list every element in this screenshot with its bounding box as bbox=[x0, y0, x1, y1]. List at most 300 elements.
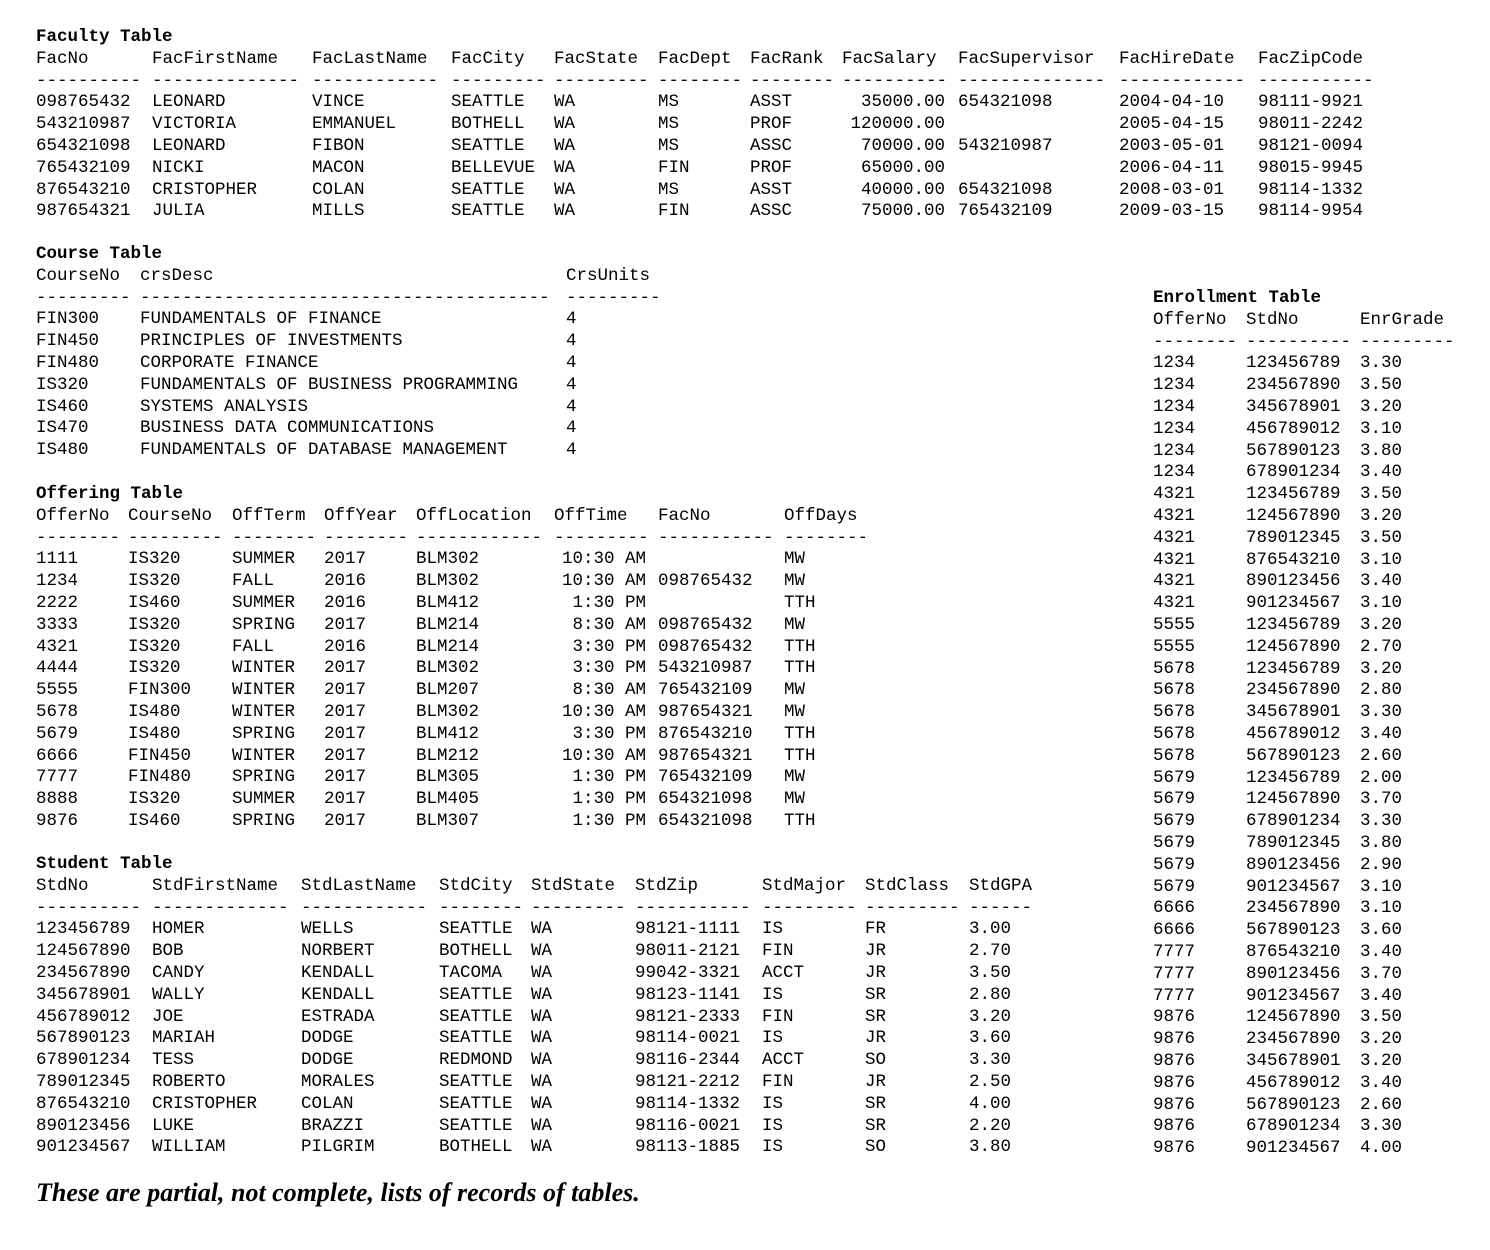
offering-cell-offtime: 3:30 PM bbox=[572, 636, 646, 657]
offering-cell-offerno: 9876 bbox=[36, 811, 79, 831]
offering-cell-offterm: SUMMER bbox=[232, 593, 296, 613]
offering-cell-offdays: MW bbox=[784, 702, 806, 722]
enrollment-header-underline: -------- bbox=[1153, 331, 1238, 352]
enrollment-cell-enrgrade: 3.10 bbox=[1360, 549, 1403, 570]
faculty-cell-facstate: WA bbox=[554, 179, 576, 200]
student-cell-stdno: 678901234 bbox=[36, 1050, 131, 1071]
course-cell-crsunits: 4 bbox=[566, 309, 577, 330]
student-cell-stdcity: SEATTLE bbox=[439, 1093, 513, 1114]
student-header-stdclass: StdClass bbox=[865, 875, 950, 896]
student-cell-stdcity: REDMOND bbox=[439, 1050, 513, 1071]
enrollment-cell-stdno: 234567890 bbox=[1246, 375, 1341, 396]
student-header-stdgpa: StdGPA bbox=[969, 875, 1033, 896]
offering-header-underline: -------- bbox=[232, 527, 317, 548]
faculty-cell-facstate: WA bbox=[554, 92, 576, 113]
offering-cell-offerno: 4444 bbox=[36, 658, 79, 679]
student-cell-stdclass: JR bbox=[865, 1028, 887, 1049]
enrollment-cell-offerno: 9876 bbox=[1153, 1051, 1196, 1071]
student-cell-stdcity: SEATTLE bbox=[439, 1028, 513, 1049]
course-cell-crsdesc: PRINCIPLES OF INVESTMENTS bbox=[140, 331, 403, 352]
offering-cell-offterm: SPRING bbox=[232, 723, 296, 744]
faculty-header-underline: ------------ bbox=[1119, 70, 1246, 91]
offering-cell-facno: 098765432 bbox=[658, 636, 753, 657]
enrollment-cell-enrgrade: 3.40 bbox=[1360, 462, 1403, 483]
enrollment-cell-stdno: 345678901 bbox=[1246, 397, 1341, 417]
enrollment-cell-offerno: 4321 bbox=[1153, 484, 1196, 505]
offering-cell-offlocation: BLM302 bbox=[416, 549, 480, 570]
offering-cell-offterm: WINTER bbox=[232, 702, 296, 722]
student-cell-stdlastname: DODGE bbox=[301, 1050, 354, 1071]
enrollment-cell-stdno: 124567890 bbox=[1246, 1007, 1341, 1028]
offering-cell-offyear: 2017 bbox=[324, 702, 367, 722]
enrollment-cell-offerno: 4321 bbox=[1153, 549, 1196, 570]
student-cell-stdzip: 98113-1885 bbox=[635, 1137, 741, 1158]
offering-cell-offerno: 2222 bbox=[36, 593, 79, 613]
student-cell-stdlastname: NORBERT bbox=[301, 941, 375, 962]
student-cell-stdno: 890123456 bbox=[36, 1115, 131, 1136]
enrollment-cell-stdno: 567890123 bbox=[1246, 920, 1341, 941]
enrollment-cell-offerno: 4321 bbox=[1153, 527, 1196, 548]
enrollment-cell-stdno: 345678901 bbox=[1246, 702, 1341, 723]
faculty-header-underline: -------- bbox=[658, 70, 743, 91]
faculty-cell-facstate: WA bbox=[554, 201, 576, 222]
student-cell-stdclass: SR bbox=[865, 1006, 887, 1027]
course-cell-crsdesc: FUNDAMENTALS OF DATABASE MANAGEMENT bbox=[140, 440, 508, 461]
enrollment-cell-enrgrade: 3.80 bbox=[1360, 833, 1403, 853]
faculty-cell-faczipcode: 98114-9954 bbox=[1258, 201, 1364, 222]
student-cell-stdlastname: DODGE bbox=[301, 1028, 354, 1049]
footnote: These are partial, not complete, lists of records of tables. bbox=[36, 1178, 640, 1207]
offering-cell-offyear: 2017 bbox=[324, 767, 367, 788]
faculty-header-facdept: FacDept bbox=[658, 48, 732, 69]
student-cell-stdstate: WA bbox=[531, 963, 553, 983]
enrollment-cell-offerno: 1234 bbox=[1153, 397, 1196, 417]
faculty-cell-facsupervisor: 543210987 bbox=[958, 136, 1053, 156]
offering-cell-courseno: IS460 bbox=[128, 593, 181, 613]
offering-header-courseno: CourseNo bbox=[128, 505, 213, 526]
offering-cell-offyear: 2017 bbox=[324, 745, 367, 766]
course-cell-courseno: FIN480 bbox=[36, 353, 100, 373]
enrollment-cell-stdno: 234567890 bbox=[1246, 898, 1341, 919]
enrollment-cell-stdno: 234567890 bbox=[1246, 680, 1341, 701]
course-cell-crsdesc: SYSTEMS ANALYSIS bbox=[140, 396, 309, 417]
offering-cell-offyear: 2017 bbox=[324, 723, 367, 744]
enrollment-cell-enrgrade: 3.40 bbox=[1360, 1072, 1403, 1093]
student-cell-stdfirstname: WALLY bbox=[152, 984, 205, 1005]
student-cell-stdmajor: FIN bbox=[762, 1006, 794, 1027]
faculty-cell-fachiredate: 2003-05-01 bbox=[1119, 136, 1225, 156]
offering-cell-offdays: TTH bbox=[784, 636, 816, 657]
enrollment-cell-offerno: 5679 bbox=[1153, 833, 1196, 853]
student-cell-stdzip: 98114-0021 bbox=[635, 1028, 741, 1049]
offering-cell-offlocation: BLM305 bbox=[416, 767, 480, 788]
course-cell-courseno: IS480 bbox=[36, 440, 89, 461]
offering-header-offtime: OffTime bbox=[554, 505, 628, 526]
student-cell-stdno: 876543210 bbox=[36, 1093, 131, 1114]
faculty-header-underline: -------- bbox=[750, 70, 835, 91]
student-cell-stdfirstname: HOMER bbox=[152, 919, 205, 940]
student-cell-stdmajor: IS bbox=[762, 984, 784, 1005]
student-cell-stdcity: SEATTLE bbox=[439, 1115, 513, 1136]
student-header-stdfirstname: StdFirstName bbox=[152, 875, 279, 896]
faculty-cell-facfirstname: LEONARD bbox=[152, 136, 226, 156]
student-cell-stdstate: WA bbox=[531, 1072, 553, 1092]
offering-cell-courseno: IS460 bbox=[128, 811, 181, 831]
faculty-cell-facrank: PROF bbox=[750, 114, 793, 135]
student-cell-stdlastname: KENDALL bbox=[301, 984, 375, 1005]
enrollment-cell-enrgrade: 3.20 bbox=[1360, 658, 1403, 679]
student-cell-stdno: 456789012 bbox=[36, 1006, 131, 1027]
faculty-cell-faczipcode: 98011-2242 bbox=[1258, 114, 1364, 135]
faculty-header-underline: -------------- bbox=[958, 70, 1106, 91]
student-cell-stdcity: TACOMA bbox=[439, 963, 503, 983]
enrollment-cell-stdno: 890123456 bbox=[1246, 571, 1341, 592]
enrollment-header-offerno: OfferNo bbox=[1153, 309, 1227, 330]
enrollment-cell-enrgrade: 3.20 bbox=[1360, 506, 1403, 526]
offering-cell-courseno: IS320 bbox=[128, 549, 181, 570]
offering-cell-offerno: 5678 bbox=[36, 702, 79, 722]
faculty-cell-faccity: BELLEVUE bbox=[451, 157, 536, 178]
student-cell-stdclass: JR bbox=[865, 1072, 887, 1092]
offering-cell-offtime: 1:30 PM bbox=[572, 767, 646, 788]
enrollment-cell-enrgrade: 4.00 bbox=[1360, 1138, 1403, 1159]
offering-header-underline: ------------ bbox=[416, 527, 543, 548]
enrollment-cell-offerno: 9876 bbox=[1153, 1072, 1196, 1093]
enrollment-cell-stdno: 890123456 bbox=[1246, 963, 1341, 984]
faculty-cell-facsalary: 65000.00 bbox=[860, 157, 945, 178]
student-header-underline: --------- bbox=[531, 897, 626, 918]
enrollment-cell-enrgrade: 3.20 bbox=[1360, 397, 1403, 417]
faculty-header-facfirstname: FacFirstName bbox=[152, 48, 279, 69]
faculty-header-facno: FacNo bbox=[36, 48, 89, 69]
enrollment-cell-stdno: 567890123 bbox=[1246, 440, 1341, 461]
student-cell-stdfirstname: CANDY bbox=[152, 963, 205, 983]
faculty-cell-faczipcode: 98121-0094 bbox=[1258, 136, 1364, 156]
enrollment-cell-offerno: 1234 bbox=[1153, 375, 1196, 396]
enrollment-cell-stdno: 123456789 bbox=[1246, 353, 1341, 374]
student-cell-stdcity: SEATTLE bbox=[439, 1006, 513, 1027]
offering-header-facno: FacNo bbox=[658, 505, 711, 526]
student-cell-stdno: 789012345 bbox=[36, 1072, 131, 1092]
student-cell-stdfirstname: WILLIAM bbox=[152, 1137, 226, 1158]
student-header-underline: ------------- bbox=[152, 897, 289, 918]
student-header-underline: ------------ bbox=[301, 897, 428, 918]
offering-cell-offterm: SPRING bbox=[232, 767, 296, 788]
offering-cell-offerno: 3333 bbox=[36, 614, 79, 635]
enrollment-cell-stdno: 678901234 bbox=[1246, 1116, 1341, 1137]
faculty-cell-facsalary: 70000.00 bbox=[860, 136, 945, 156]
offering-cell-offlocation: BLM212 bbox=[416, 745, 480, 766]
enrollment-cell-enrgrade: 3.50 bbox=[1360, 375, 1403, 396]
student-cell-stdmajor: IS bbox=[762, 1137, 784, 1158]
enrollment-cell-offerno: 4321 bbox=[1153, 571, 1196, 592]
enrollment-cell-stdno: 567890123 bbox=[1246, 1094, 1341, 1115]
student-header-stdmajor: StdMajor bbox=[762, 875, 847, 896]
enrollment-cell-offerno: 7777 bbox=[1153, 985, 1196, 1006]
offering-cell-offdays: TTH bbox=[784, 593, 816, 613]
student-cell-stdlastname: MORALES bbox=[301, 1072, 375, 1092]
faculty-cell-facrank: PROF bbox=[750, 157, 793, 178]
faculty-header-underline: ----------- bbox=[1258, 70, 1374, 91]
course-cell-courseno: IS320 bbox=[36, 374, 89, 395]
offering-cell-offdays: MW bbox=[784, 789, 806, 810]
enrollment-table-title: Enrollment Table bbox=[1153, 288, 1322, 308]
course-cell-courseno: IS460 bbox=[36, 396, 89, 417]
offering-cell-offdays: MW bbox=[784, 680, 806, 701]
student-cell-stdstate: WA bbox=[531, 1050, 553, 1071]
offering-cell-offterm: WINTER bbox=[232, 680, 296, 701]
enrollment-cell-offerno: 5678 bbox=[1153, 745, 1196, 766]
enrollment-cell-offerno: 9876 bbox=[1153, 1116, 1196, 1137]
student-cell-stdfirstname: TESS bbox=[152, 1050, 195, 1071]
faculty-cell-facstate: WA bbox=[554, 114, 576, 135]
offering-cell-offyear: 2017 bbox=[324, 614, 367, 635]
student-cell-stdlastname: WELLS bbox=[301, 919, 354, 940]
course-header-courseno: CourseNo bbox=[36, 265, 121, 286]
offering-header-offlocation: OffLocation bbox=[416, 505, 532, 526]
student-cell-stdlastname: KENDALL bbox=[301, 963, 375, 983]
student-cell-stdno: 345678901 bbox=[36, 984, 131, 1005]
enrollment-cell-offerno: 7777 bbox=[1153, 942, 1196, 962]
student-cell-stdno: 123456789 bbox=[36, 919, 131, 940]
faculty-header-faclastname: FacLastName bbox=[312, 48, 428, 69]
student-cell-stdzip: 98011-2121 bbox=[635, 941, 741, 962]
offering-header-underline: --------- bbox=[128, 527, 223, 548]
enrollment-cell-offerno: 5679 bbox=[1153, 876, 1196, 897]
offering-cell-facno: 654321098 bbox=[658, 789, 753, 810]
enrollment-cell-enrgrade: 3.30 bbox=[1360, 1116, 1403, 1137]
student-cell-stdzip: 98116-2344 bbox=[635, 1050, 741, 1071]
offering-cell-facno: 765432109 bbox=[658, 767, 753, 788]
student-cell-stdno: 234567890 bbox=[36, 963, 131, 983]
offering-cell-offlocation: BLM207 bbox=[416, 680, 480, 701]
student-cell-stdstate: WA bbox=[531, 984, 553, 1005]
offering-cell-offtime: 3:30 PM bbox=[572, 723, 646, 744]
enrollment-cell-enrgrade: 2.60 bbox=[1360, 1094, 1403, 1115]
faculty-cell-faclastname: COLAN bbox=[312, 179, 365, 200]
faculty-cell-faclastname: FIBON bbox=[312, 136, 365, 156]
course-cell-crsunits: 4 bbox=[566, 374, 577, 395]
enrollment-cell-offerno: 1234 bbox=[1153, 440, 1196, 461]
course-header-underline: --------- bbox=[566, 287, 661, 308]
offering-cell-offerno: 1234 bbox=[36, 571, 79, 592]
offering-cell-offterm: SUMMER bbox=[232, 549, 296, 570]
course-table-title: Course Table bbox=[36, 244, 163, 264]
faculty-cell-facno: 876543210 bbox=[36, 179, 131, 200]
offering-cell-facno: 654321098 bbox=[658, 811, 753, 831]
offering-cell-offtime: 10:30 AM bbox=[561, 549, 646, 570]
faculty-cell-faclastname: MACON bbox=[312, 157, 365, 178]
offering-cell-offlocation: BLM302 bbox=[416, 571, 480, 592]
faculty-cell-facrank: ASSC bbox=[750, 136, 793, 156]
faculty-header-underline: ------------ bbox=[312, 70, 439, 91]
faculty-cell-facno: 543210987 bbox=[36, 114, 131, 135]
faculty-header-underline: ---------- bbox=[842, 70, 948, 91]
course-cell-crsunits: 4 bbox=[566, 331, 577, 352]
student-cell-stdmajor: IS bbox=[762, 1115, 784, 1136]
enrollment-cell-stdno: 124567890 bbox=[1246, 789, 1341, 810]
course-cell-crsunits: 4 bbox=[566, 396, 577, 417]
faculty-cell-fachiredate: 2005-04-15 bbox=[1119, 114, 1225, 135]
faculty-cell-facno: 765432109 bbox=[36, 157, 131, 178]
enrollment-cell-offerno: 4321 bbox=[1153, 593, 1196, 614]
enrollment-cell-stdno: 789012345 bbox=[1246, 833, 1341, 853]
student-table-title: Student Table bbox=[36, 854, 173, 874]
faculty-cell-facsalary: 120000.00 bbox=[850, 114, 945, 135]
faculty-header-facsupervisor: FacSupervisor bbox=[958, 48, 1095, 69]
faculty-cell-facno: 098765432 bbox=[36, 92, 131, 113]
offering-cell-facno: 987654321 bbox=[658, 702, 753, 722]
offering-cell-offdays: TTH bbox=[784, 811, 816, 831]
enrollment-cell-enrgrade: 2.80 bbox=[1360, 680, 1403, 701]
offering-cell-offlocation: BLM405 bbox=[416, 789, 480, 810]
offering-cell-offerno: 5555 bbox=[36, 680, 79, 701]
offering-header-underline: ----------- bbox=[658, 527, 774, 548]
faculty-cell-facsupervisor: 654321098 bbox=[958, 92, 1053, 113]
offering-cell-courseno: IS480 bbox=[128, 702, 181, 722]
faculty-cell-fachiredate: 2009-03-15 bbox=[1119, 201, 1225, 222]
enrollment-cell-enrgrade: 3.20 bbox=[1360, 1029, 1403, 1050]
student-cell-stdstate: WA bbox=[531, 919, 553, 940]
student-cell-stdstate: WA bbox=[531, 1115, 553, 1136]
faculty-cell-faclastname: EMMANUEL bbox=[312, 114, 397, 135]
enrollment-header-underline: ---------- bbox=[1246, 331, 1352, 352]
offering-cell-courseno: IS320 bbox=[128, 571, 181, 592]
enrollment-cell-stdno: 456789012 bbox=[1246, 1072, 1341, 1093]
enrollment-cell-enrgrade: 3.80 bbox=[1360, 440, 1403, 461]
student-cell-stdmajor: IS bbox=[762, 1028, 784, 1049]
offering-cell-offtime: 8:30 AM bbox=[572, 614, 646, 635]
enrollment-cell-stdno: 901234567 bbox=[1246, 593, 1341, 614]
student-header-underline: ------ bbox=[969, 897, 1033, 918]
student-cell-stdclass: SR bbox=[865, 984, 887, 1005]
faculty-cell-facstate: WA bbox=[554, 136, 576, 156]
faculty-cell-faczipcode: 98015-9945 bbox=[1258, 157, 1364, 178]
student-cell-stdlastname: ESTRADA bbox=[301, 1006, 375, 1027]
student-cell-stdstate: WA bbox=[531, 1137, 553, 1158]
offering-cell-offterm: SPRING bbox=[232, 811, 296, 831]
enrollment-cell-enrgrade: 2.60 bbox=[1360, 745, 1403, 766]
course-cell-crsdesc: BUSINESS DATA COMMUNICATIONS bbox=[140, 418, 435, 439]
enrollment-cell-offerno: 5678 bbox=[1153, 658, 1196, 679]
enrollment-header-underline: --------- bbox=[1360, 331, 1455, 352]
course-header-crsdesc: crsDesc bbox=[140, 265, 214, 286]
offering-header-underline: --------- bbox=[554, 527, 649, 548]
faculty-cell-fachiredate: 2006-04-11 bbox=[1119, 157, 1225, 178]
student-cell-stdgpa: 2.50 bbox=[969, 1072, 1012, 1092]
enrollment-cell-offerno: 9876 bbox=[1153, 1094, 1196, 1115]
offering-cell-offdays: TTH bbox=[784, 723, 816, 744]
enrollment-cell-stdno: 789012345 bbox=[1246, 527, 1341, 548]
offering-cell-offlocation: BLM412 bbox=[416, 593, 480, 613]
enrollment-cell-enrgrade: 3.50 bbox=[1360, 527, 1403, 548]
offering-cell-offtime: 10:30 AM bbox=[561, 702, 646, 722]
offering-cell-offterm: WINTER bbox=[232, 745, 296, 766]
enrollment-cell-offerno: 5679 bbox=[1153, 854, 1196, 875]
enrollment-cell-stdno: 123456789 bbox=[1246, 615, 1341, 635]
enrollment-cell-offerno: 5678 bbox=[1153, 702, 1196, 723]
faculty-cell-faccity: BOTHELL bbox=[451, 114, 525, 135]
enrollment-cell-enrgrade: 3.40 bbox=[1360, 942, 1403, 962]
student-cell-stdno: 124567890 bbox=[36, 941, 131, 962]
faculty-cell-facno: 654321098 bbox=[36, 136, 131, 156]
enrollment-cell-offerno: 5679 bbox=[1153, 811, 1196, 832]
enrollment-cell-enrgrade: 3.30 bbox=[1360, 353, 1403, 374]
faculty-cell-facfirstname: CRISTOPHER bbox=[152, 179, 258, 200]
faculty-cell-faccity: SEATTLE bbox=[451, 92, 525, 113]
enrollment-cell-stdno: 456789012 bbox=[1246, 418, 1341, 439]
enrollment-cell-enrgrade: 2.70 bbox=[1360, 636, 1403, 657]
student-cell-stdgpa: 3.20 bbox=[969, 1006, 1012, 1027]
offering-cell-facno: 765432109 bbox=[658, 680, 753, 701]
offering-cell-offlocation: BLM412 bbox=[416, 723, 480, 744]
student-cell-stdstate: WA bbox=[531, 1028, 553, 1049]
enrollment-cell-enrgrade: 3.70 bbox=[1360, 789, 1403, 810]
enrollment-cell-enrgrade: 3.10 bbox=[1360, 418, 1403, 439]
offering-cell-offtime: 1:30 PM bbox=[572, 789, 646, 810]
enrollment-cell-offerno: 6666 bbox=[1153, 920, 1196, 941]
enrollment-cell-offerno: 1234 bbox=[1153, 462, 1196, 483]
student-cell-stdgpa: 2.80 bbox=[969, 984, 1012, 1005]
offering-header-offterm: OffTerm bbox=[232, 505, 306, 526]
enrollment-cell-stdno: 890123456 bbox=[1246, 854, 1341, 875]
offering-cell-facno: 098765432 bbox=[658, 614, 753, 635]
student-cell-stdzip: 98121-2333 bbox=[635, 1006, 741, 1027]
student-cell-stdlastname: PILGRIM bbox=[301, 1137, 375, 1158]
enrollment-cell-enrgrade: 3.50 bbox=[1360, 1007, 1403, 1028]
student-header-stdno: StdNo bbox=[36, 875, 89, 896]
offering-cell-offerno: 4321 bbox=[36, 636, 79, 657]
offering-cell-offtime: 3:30 PM bbox=[572, 658, 646, 679]
faculty-cell-facsalary: 35000.00 bbox=[860, 92, 945, 113]
course-header-underline: --------------------------------------- bbox=[140, 287, 550, 308]
student-cell-stdfirstname: LUKE bbox=[152, 1115, 195, 1136]
faculty-header-underline: ---------- bbox=[36, 70, 142, 91]
course-cell-courseno: FIN300 bbox=[36, 309, 100, 330]
student-cell-stdcity: SEATTLE bbox=[439, 919, 513, 940]
student-header-underline: ----------- bbox=[635, 897, 751, 918]
student-cell-stdclass: JR bbox=[865, 941, 887, 962]
student-cell-stdclass: SO bbox=[865, 1137, 887, 1158]
student-cell-stdlastname: BRAZZI bbox=[301, 1115, 365, 1136]
offering-cell-offyear: 2017 bbox=[324, 658, 367, 679]
student-header-underline: --------- bbox=[865, 897, 960, 918]
offering-cell-offdays: TTH bbox=[784, 745, 816, 766]
offering-header-offdays: OffDays bbox=[784, 505, 858, 526]
faculty-cell-facfirstname: VICTORIA bbox=[152, 114, 237, 135]
offering-cell-offyear: 2017 bbox=[324, 811, 367, 831]
enrollment-cell-stdno: 678901234 bbox=[1246, 462, 1341, 483]
student-cell-stdcity: SEATTLE bbox=[439, 1072, 513, 1092]
offering-header-underline: -------- bbox=[36, 527, 121, 548]
offering-cell-facno: 543210987 bbox=[658, 658, 753, 679]
faculty-cell-faccity: SEATTLE bbox=[451, 201, 525, 222]
offering-cell-offterm: SPRING bbox=[232, 614, 296, 635]
enrollment-cell-offerno: 9876 bbox=[1153, 1138, 1196, 1159]
enrollment-cell-stdno: 345678901 bbox=[1246, 1051, 1341, 1071]
offering-header-offyear: OffYear bbox=[324, 505, 398, 526]
enrollment-cell-stdno: 876543210 bbox=[1246, 549, 1341, 570]
student-cell-stdstate: WA bbox=[531, 1093, 553, 1114]
faculty-cell-faccity: SEATTLE bbox=[451, 136, 525, 156]
faculty-cell-facdept: MS bbox=[658, 114, 680, 135]
student-cell-stdzip: 98123-1141 bbox=[635, 984, 741, 1005]
student-cell-stdstate: WA bbox=[531, 941, 553, 962]
course-cell-courseno: FIN450 bbox=[36, 331, 100, 352]
offering-cell-courseno: IS320 bbox=[128, 789, 181, 810]
student-header-stdzip: StdZip bbox=[635, 875, 699, 896]
offering-cell-offerno: 6666 bbox=[36, 745, 79, 766]
